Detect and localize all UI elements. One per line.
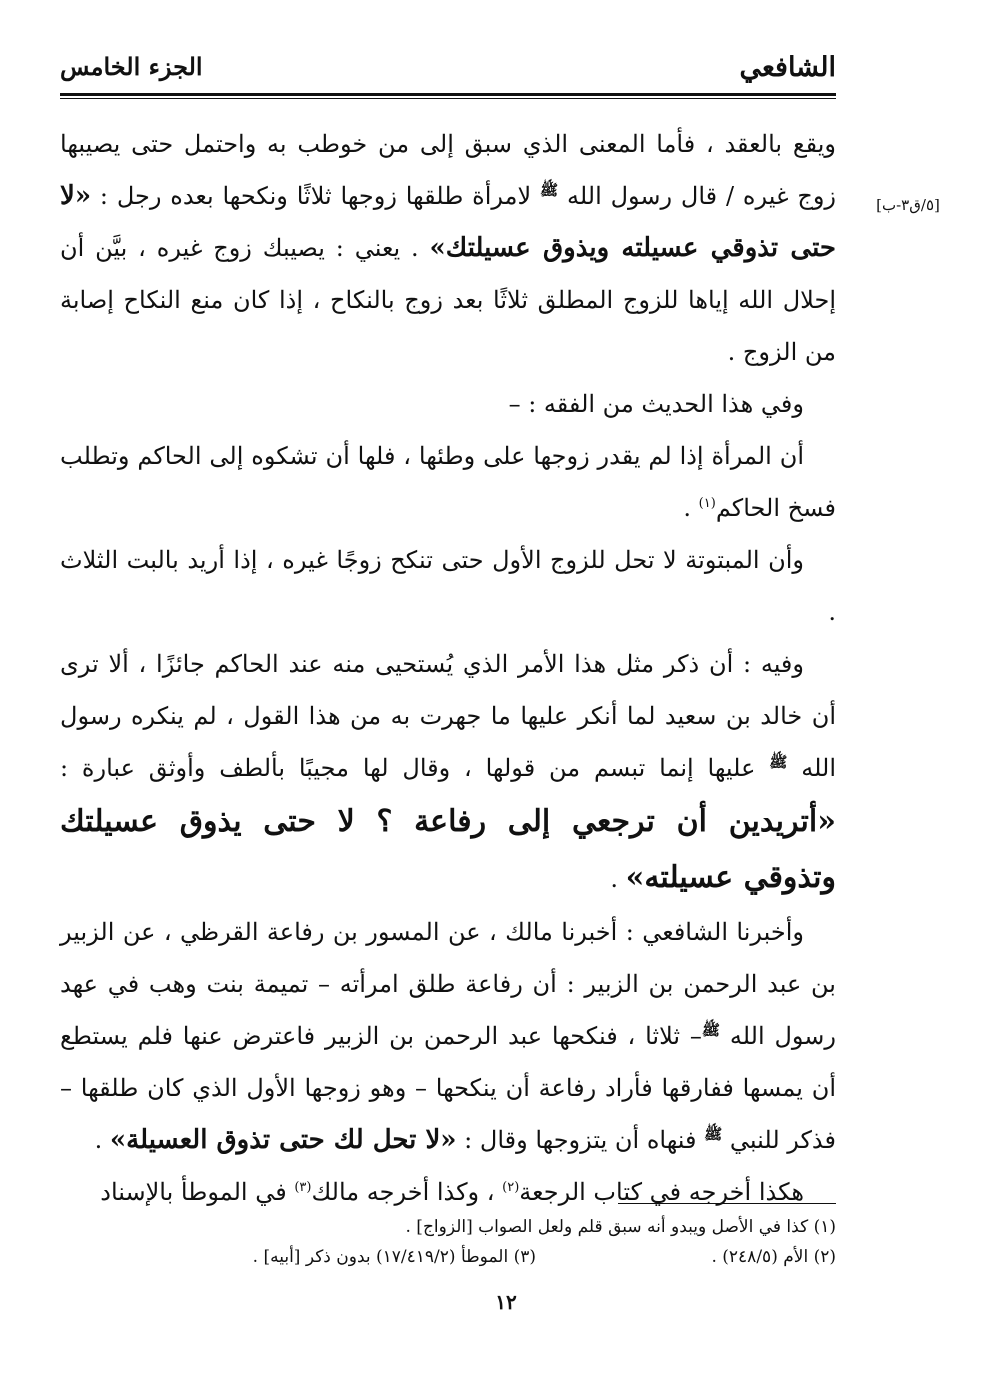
text-run: هكذا أخرجه في كتاب الرجعة — [519, 1178, 804, 1206]
honorific-glyph: ﷺ — [769, 753, 788, 771]
text-run: عليها إنما تبسم من قولها ، وقال لها مجيبًا بألطف وأوثق عبارة : — [60, 754, 770, 782]
footnote-2: (٢) الأم (٢٤٨/٥) . — [711, 1247, 836, 1267]
header-title: الشافعي — [739, 52, 836, 83]
text-run: . — [683, 494, 699, 522]
text-run: ، وكذا أخرجه مالك — [311, 1178, 503, 1206]
text-run: وفي هذا الحديث من الفقه : – — [508, 390, 804, 418]
text-run: – ثلاثا ، فنكحها عبد الرحمن بن الزبير فاعترض عنها فلم يستطع أن يمسها ففارقها فأراد رفاعة أن ينكحها – وهو زوجها الأول الذي كان طلقها – فذكر للنبي — [60, 1022, 836, 1154]
page-number: ١٢ — [495, 1290, 517, 1314]
footnote-3: (٣) الموطأ (١٧/٤١٩/٢) بدون ذكر [أبيه] . — [252, 1247, 536, 1267]
header-rule-thin — [60, 98, 836, 99]
text-run: وأخبرنا الشافعي : أخبرنا مالك ، عن المسور بن رفاعة القرظي ، عن الزبير بن عبد الرحمن بن الزبير : أن رفاعة طلق امرأته – تميمة بنت وهب في عهد رسول الله — [60, 918, 836, 1050]
footnote-ref: (٢) — [502, 1180, 520, 1195]
text-run: . — [610, 865, 626, 893]
honorific-glyph: ﷺ — [540, 181, 559, 199]
paragraph — [60, 430, 836, 534]
text-run: في الموطأ بالإسناد — [100, 1178, 295, 1206]
header-rule — [60, 93, 836, 96]
text-run: لامرأة طلقها زوجها ثلاثًا ونكحها بعده رجل : — [91, 182, 540, 210]
text-run: وأن المبتوتة لا تحل للزوج الأول حتى تنكح زوجًا غيره ، إذا أريد بالبت الثلاث . — [60, 546, 836, 626]
footnote-ref: (٣) — [294, 1180, 312, 1195]
hadith-quote: «لا تحل لك حتى تذوق العسيلة» — [109, 1125, 457, 1155]
footnotes — [60, 1212, 836, 1272]
hadith-quote: «أتريدين أن ترجعي إلى رفاعة ؟ لا حتى يذوق عسيلتك وتذوقي عسيلته» — [60, 804, 836, 895]
footnote-ref: (١) — [698, 496, 716, 511]
running-header — [60, 48, 836, 92]
honorific-glyph: ﷺ — [701, 1021, 721, 1039]
text-run: . يعني : يصيبك زوج غيره ، بيَّن أن إحلال الله إياها للزوج المطلق ثلاثًا بعد زوج بالنكاح ، إذا كان منع النكاح إصابة من الزوج . — [60, 234, 836, 366]
paragraph — [60, 1166, 836, 1218]
honorific-glyph: ﷺ — [704, 1125, 723, 1143]
paragraph — [60, 638, 836, 906]
paragraph — [60, 906, 836, 1166]
text-run: ويقع بالعقد ، فأما المعنى الذي سبق إلى من خوطب به واحتمل حتى يصيبها زوج غيره / قال رسول الله — [60, 130, 837, 210]
text-run: أن المرأة إذا لم يقدر زوجها على وطئها ، فلها أن تشكوه إلى الحاكم وتطلب فسخ الحاكم — [60, 442, 836, 522]
main-text — [60, 118, 836, 1218]
text-run: . — [94, 1126, 110, 1154]
text-run: وفيه : أن ذكر مثل هذا الأمر الذي يُستحيى منه عند الحاكم جائزًا ، ألا ترى أن خالد بن سعيد لما أنكر عليها ما جهرت به من هذا القول ، لم ينكره رسول الله — [60, 650, 836, 782]
footnote-1: (١) كذا في الأصل ويبدو أنه سبق قلم ولعل الصواب [الزواج] . — [405, 1217, 836, 1237]
paragraph — [60, 378, 836, 430]
header-volume: الجزء الخامس — [60, 52, 203, 81]
paragraph — [60, 118, 836, 378]
hadith-quote: «لا حتى تذوقي عسيلته ويذوق عسيلتك» — [60, 181, 837, 263]
footnote-rule — [618, 1203, 836, 1204]
paragraph — [60, 534, 836, 638]
margin-folio-note: [٥/ق٣-ب] — [876, 196, 940, 214]
text-run: فنهاه أن يتزوجها وقال : — [456, 1126, 705, 1154]
